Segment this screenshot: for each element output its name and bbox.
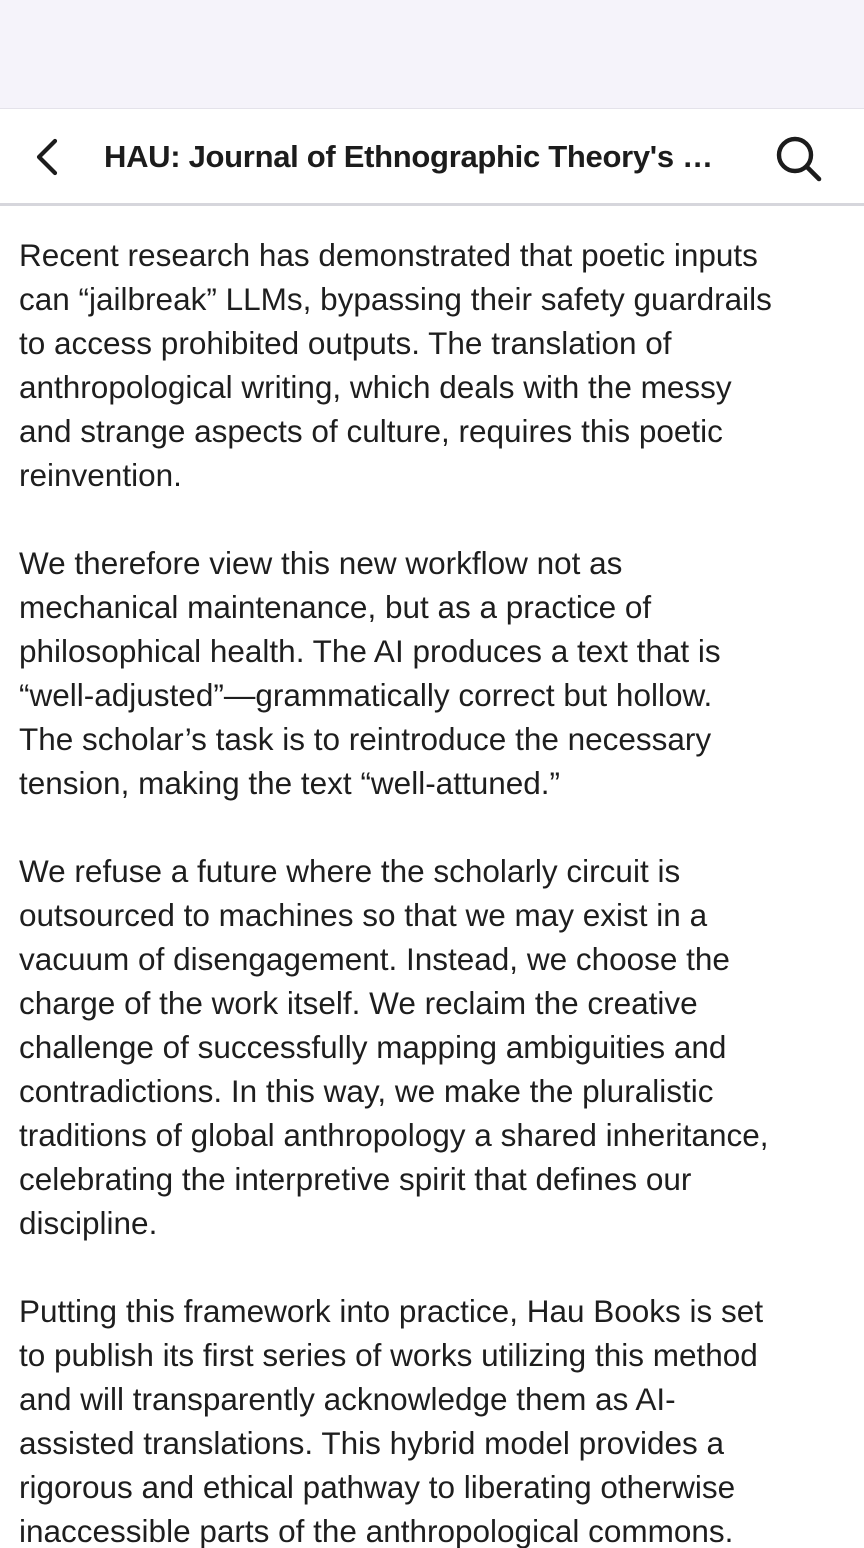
text-line: challenge of successfully mapping ambiguities and [19, 1029, 727, 1065]
text-line: to access prohibited outputs. The translation of [19, 325, 672, 361]
text-line: traditions of global anthropology a shared inheritance, [19, 1117, 769, 1153]
text-line: can “jailbreak” LLMs, bypassing their safety guardrails [19, 281, 772, 317]
text-line: and will transparently acknowledge them as AI- [19, 1381, 676, 1417]
text-line: vacuum of disengagement. Instead, we choose the [19, 941, 730, 977]
status-bar-area [0, 0, 864, 109]
text-line: Putting this framework into practice, Hau Books is set [19, 1293, 764, 1329]
article-paragraph [19, 541, 849, 805]
text-line: celebrating the interpretive spirit that defines our [19, 1161, 692, 1197]
text-line: assisted translations. This hybrid model provides a [19, 1425, 725, 1461]
article-paragraph [19, 233, 849, 497]
text-line: anthropological writing, which deals with the messy [19, 369, 732, 405]
article-content[interactable] [0, 206, 864, 1548]
text-line: Recent research has demonstrated that poetic inputs [19, 237, 758, 273]
text-line: rigorous and ethical pathway to liberating otherwise [19, 1469, 736, 1505]
text-line: outsourced to machines so that we may exist in a [19, 897, 708, 933]
text-line: inaccessible parts of the anthropological commons. [19, 1513, 734, 1548]
back-button[interactable] [22, 131, 74, 183]
text-line: We refuse a future where the scholarly circuit is [19, 853, 681, 889]
text-line: contradictions. In this way, we make the pluralistic [19, 1073, 714, 1109]
text-line: tension, making the text “well-attuned.” [19, 765, 561, 801]
article-paragraph [19, 1289, 849, 1548]
chevron-left-icon [31, 137, 65, 177]
text-line: We therefore view this new workflow not as [19, 545, 623, 581]
app-header [0, 109, 864, 206]
article-body [19, 233, 849, 1548]
text-line: discipline. [19, 1205, 158, 1241]
search-icon [771, 132, 825, 186]
text-line: charge of the work itself. We reclaim the creative [19, 985, 698, 1021]
text-line: and strange aspects of culture, requires this poetic [19, 413, 723, 449]
text-line: “well-adjusted”—grammatically correct but hollow. [19, 677, 713, 713]
search-button[interactable] [768, 129, 828, 189]
text-line: reinvention. [19, 457, 182, 493]
text-line: philosophical health. The AI produces a text that is [19, 633, 721, 669]
text-line: The scholar’s task is to reintroduce the necessary [19, 721, 712, 757]
page-title: HAU: Journal of Ethnographic Theory's … [104, 139, 713, 174]
text-line: mechanical maintenance, but as a practice of [19, 589, 652, 625]
article-paragraph [19, 849, 849, 1245]
text-line: to publish its first series of works utilizing this method [19, 1337, 758, 1373]
